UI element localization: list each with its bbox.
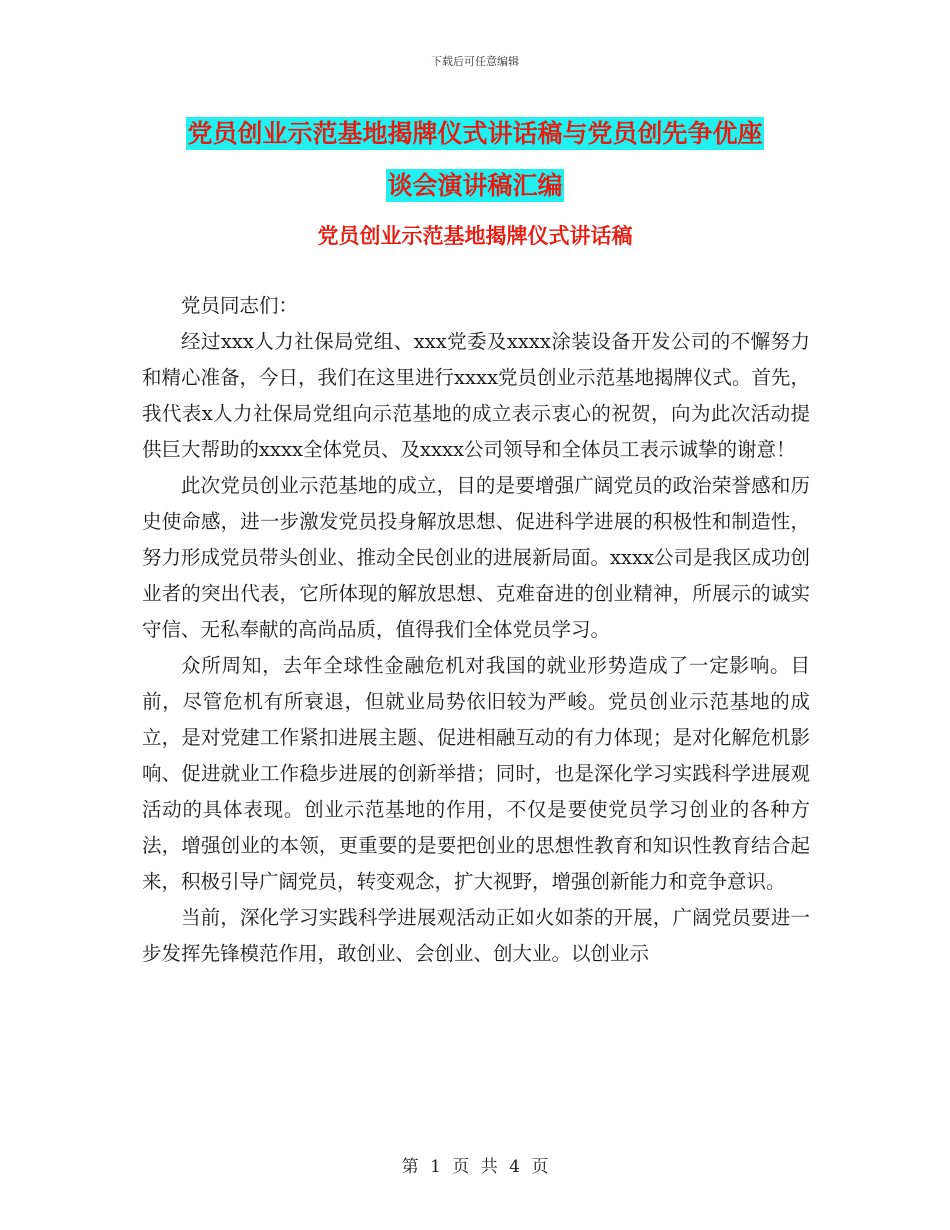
paragraph: 众所周知，去年全球性金融危机对我国的就业形势造成了一定影响。目前，尽管危机有所衰退，但就业局势依旧较为严峻。党员创业示范基地的成立，是对党建工作紧扣进展主题、促进相融互动的有力体现；是对化解危机影响、促进就业工作稳步进展的创新举措；同时，也是深化学习实践科学进展观活动的具体表现。创业示范基地的作用，不仅是要使党员学习创业的各种方法，增强创业的本领，更重要的是要把创业的思想性教育和知识性教育结合起来，积极引导广阔党员，转变观念，扩大视野，增强创新能力和竞争意识。 (142, 654, 810, 893)
body-text (142, 288, 810, 972)
document-title (140, 108, 810, 212)
page-footer: 第 1 页 共 4 页 (401, 1157, 549, 1177)
section-title: 党员创业示范基地揭牌仪式讲话稿 (317, 224, 633, 248)
document-title-line-2: 谈会演讲稿汇编 (387, 171, 563, 200)
paragraph: 党员同志们： (181, 294, 299, 317)
header-note: 下载后可任意编辑 (431, 55, 519, 68)
paragraph: 当前，深化学习实践科学进展观活动正如火如荼的开展，广阔党员要进一步发挥先锋模范作用，敢创业、会创业、创大业。以创业示 (142, 906, 810, 965)
paragraph: 此次党员创业示范基地的成立，目的是要增强广阔党员的政治荣誉感和历史使命感，进一步激发党员投身解放思想、促进科学进展的积极性和制造性，努力形成党员带头创业、推动全民创业的进展新局面。xxxx公司是我区成功创业者的突出代表，它所体现的解放思想、克难奋进的创业精神，所展示的诚实守信、无私奉献的高尚品质，值得我们全体党员学习。 (142, 474, 810, 641)
document-title-line-1: 党员创业示范基地揭牌仪式讲话稿与党员创先争优座 (187, 119, 763, 148)
paragraph: 经过xxx人力社保局党组、xxx党委及xxxx涂装设备开发公司的不懈努力和精心准备，今日，我们在这里进行xxxx党员创业示范基地揭牌仪式。首先，我代表x人力社保局党组向示范基地的成立表示衷心的祝贺，向为此次活动提供巨大帮助的xxxx全体党员、及xxxx公司领导和全体员工表示诚挚的谢意！ (142, 330, 810, 461)
